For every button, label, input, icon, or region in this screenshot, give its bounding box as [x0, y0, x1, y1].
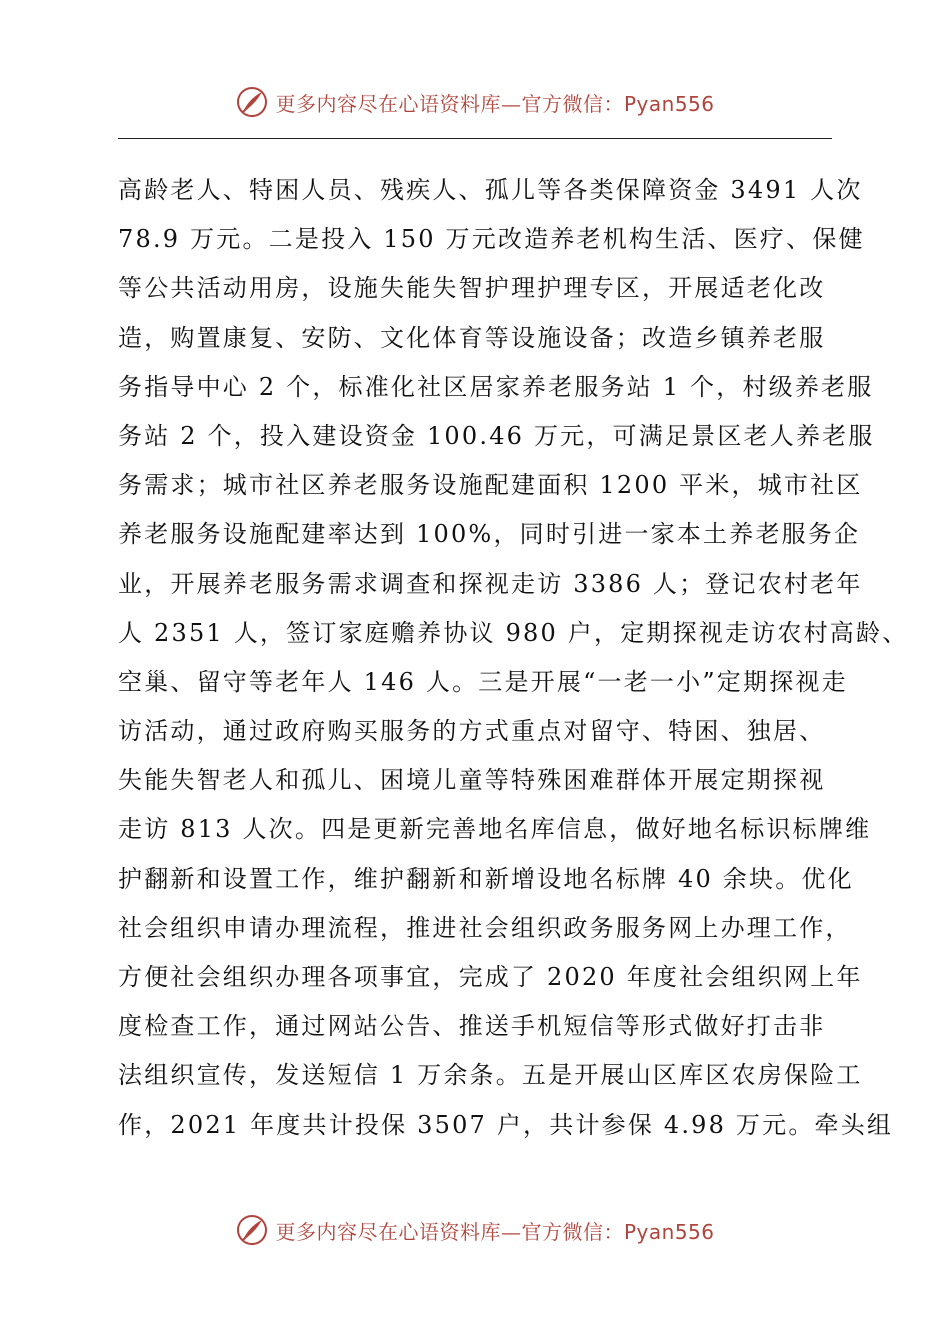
body-line-1: 高龄老人、特困人员、残疾人、孤儿等各类保障资金 3491 人次 — [118, 176, 863, 204]
body-line-8: 养老服务设施配建率达到 100%，同时引进一家本土养老服务企 — [118, 520, 861, 549]
document-body — [118, 166, 909, 1150]
watermark-id: Pyan556 — [623, 91, 715, 116]
body-line-4: 造，购置康复、安防、文化体育等设施设备；改造乡镇养老服 — [118, 323, 826, 352]
body-line-15: 护翻新和设置工作，维护翻新和新增设地名标牌 40 余块。优化 — [118, 864, 854, 893]
body-line-13: 失能失智老人和孤儿、困境儿童等特殊困难群体开展定期探视 — [118, 766, 826, 795]
body-line-17: 方便社会组织办理各项事宜，完成了 2020 年度社会组织网上年 — [118, 963, 863, 991]
watermark-wechat: 官方微信： — [521, 1219, 624, 1244]
body-line-16: 社会组织申请办理流程，推进社会组织政务服务网上办理工作， — [118, 913, 852, 942]
quill-logo-icon — [235, 1213, 269, 1247]
body-line-18: 度检查工作，通过网站公告、推送手机短信等形式做好打击非 — [118, 1012, 826, 1041]
body-line-12: 访活动，通过政府购买服务的方式重点对留守、特困、独居、 — [118, 717, 826, 746]
watermark-text — [275, 88, 714, 117]
body-line-19: 法组织宣传，发送短信 1 万余条。五是开展山区库区农房保险工 — [118, 1061, 863, 1090]
watermark-wechat: 官方微信： — [521, 91, 624, 116]
body-line-6: 务站 2 个，投入建设资金 100.46 万元，可满足景区老人养老服 — [118, 421, 875, 450]
watermark-prefix: 更多内容尽在心语资料库— — [275, 91, 522, 116]
quill-logo-icon — [235, 85, 269, 119]
header-divider — [118, 138, 832, 139]
body-line-5: 务指导中心 2 个，标准化社区居家养老服务站 1 个，村级养老服 — [118, 372, 874, 401]
header-watermark — [0, 82, 950, 122]
body-line-20: 作，2021 年度共计投保 3507 户，共计参保 4.98 万元。牵头组 — [118, 1110, 894, 1139]
body-line-9: 业，开展养老服务需求调查和探视走访 3386 人；登记农村老年 — [118, 569, 863, 598]
body-line-2: 78.9 万元。二是投入 150 万元改造养老机构生活、医疗、保健 — [118, 225, 865, 254]
body-line-14: 走访 813 人次。四是更新完善地名库信息，做好地名标识标牌维 — [118, 815, 872, 844]
watermark-text — [275, 1216, 714, 1245]
watermark-prefix: 更多内容尽在心语资料库— — [275, 1219, 522, 1244]
body-line-10: 人 2351 人，签订家庭赡养协议 980 户，定期探视走访农村高龄、 — [118, 618, 909, 647]
footer-watermark — [0, 1210, 950, 1250]
watermark-id: Pyan556 — [623, 1219, 715, 1244]
body-line-11: 空巢、留守等老年人 146 人。三是开展“一老一小”定期探视走 — [118, 667, 848, 696]
body-line-3: 等公共活动用房，设施失能失智护理护理专区，开展适老化改 — [118, 274, 826, 303]
body-line-7: 务需求；城市社区养老服务设施配建面积 1200 平米，城市社区 — [118, 471, 863, 500]
